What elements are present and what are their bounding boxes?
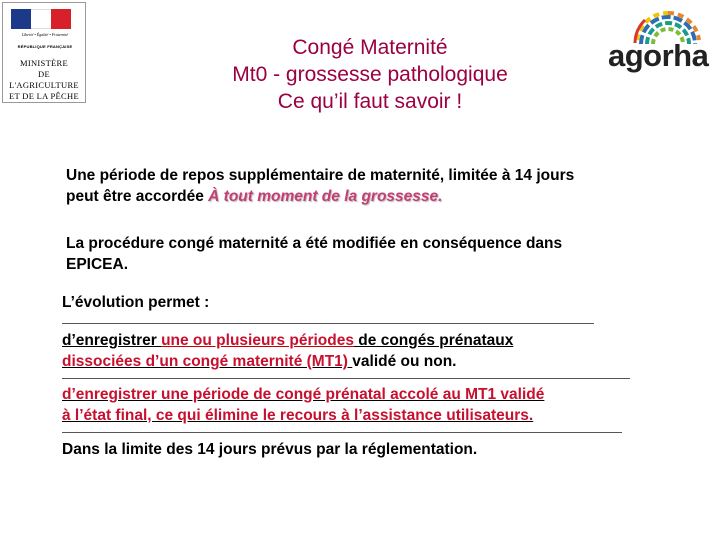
page-title — [170, 34, 570, 115]
item-1-part-b: une ou plusieurs périodes — [161, 332, 354, 349]
item-1-part-f: . — [452, 353, 457, 370]
item-1-part-c: de congés prénataux — [354, 332, 514, 349]
flag-red-stripe — [51, 9, 71, 29]
republic-label: RÉPUBLIQUE FRANÇAISE — [17, 44, 73, 49]
title-line-3: Ce qu’il faut savoir ! — [277, 90, 463, 113]
item-1-part-d: dissociées d’un congé maternité (MT1) — [62, 353, 353, 370]
intro-paragraph — [66, 165, 574, 207]
title-line-1: Congé Maternité — [292, 36, 448, 59]
evolution-heading: L’évolution permet : — [62, 294, 210, 311]
divider-1 — [62, 323, 594, 324]
item-1-part-e: validé ou non — [352, 353, 453, 370]
procedure-line-2: EPICEA. — [66, 256, 129, 273]
marianne-flag-icon — [11, 9, 71, 29]
evolution-item-2 — [62, 384, 544, 426]
ministry-line-2: DE L'AGRICULTURE — [9, 69, 79, 90]
title-line-2: Mt0 - grossesse pathologique — [232, 63, 508, 86]
republic-motto: Liberté • Égalité • Fraternité — [21, 32, 69, 37]
procedure-paragraph — [66, 233, 562, 275]
divider-3 — [62, 432, 622, 433]
flag-blue-stripe — [11, 9, 31, 29]
ministry-line-3: ET DE LA PÊCHE — [9, 91, 79, 101]
agorha-logo — [605, 10, 709, 74]
item-1-part-a: d’enregistrer — [62, 332, 162, 349]
divider-2 — [62, 378, 630, 379]
intro-emphasis: À tout moment de la grossesse. — [208, 188, 443, 205]
conclusion-text: Dans la limite des 14 jours prévus par la réglementation. — [62, 441, 478, 458]
item-1-line-2 — [62, 351, 513, 372]
agorha-wordmark: agorha — [608, 38, 709, 73]
flag-white-stripe — [31, 9, 51, 29]
ministry-line-1: MINISTÈRE — [19, 58, 69, 68]
evolution-item-1 — [62, 330, 513, 372]
item-2-line-1: d’enregistrer une période de congé prénatal accolé au MT1 validé — [62, 386, 545, 403]
item-1-line-1 — [62, 330, 513, 351]
intro-line-1: Une période de repos supplémentaire de maternité, limitée à 14 jours — [66, 167, 575, 184]
ministry-name — [5, 58, 83, 102]
item-2-line-2: à l’état final, ce qui élimine le recours à l’assistance utilisateurs. — [62, 407, 534, 424]
ministry-logo — [2, 2, 86, 103]
procedure-line-1: La procédure congé maternité a été modifiée en conséquence dans — [66, 235, 563, 252]
intro-line-2-text: peut être accordée — [66, 188, 209, 205]
intro-line-2 — [66, 186, 574, 207]
